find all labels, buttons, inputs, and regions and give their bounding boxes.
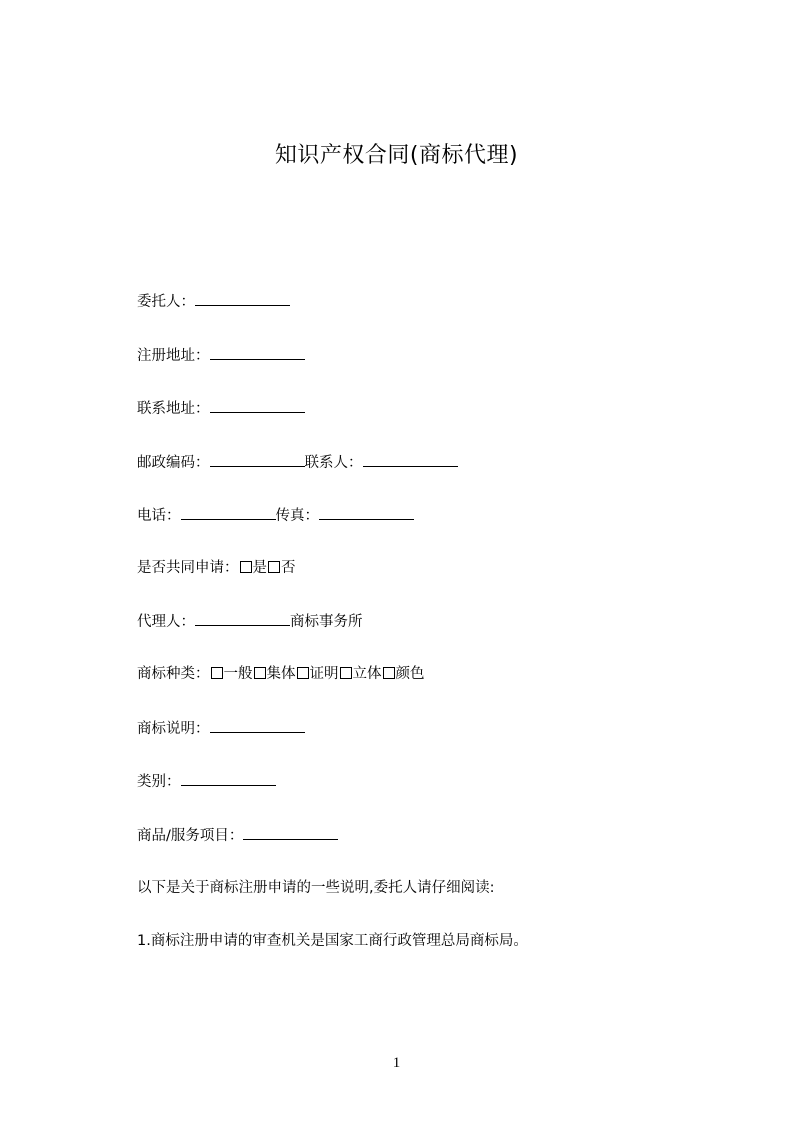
fax-label: 传真： <box>275 508 319 524</box>
page-number: 1 <box>392 1055 401 1071</box>
reg-address-label: 注册地址： <box>137 348 210 364</box>
document-title: 知识产权合同(商标代理) <box>274 143 519 168</box>
agent-label: 代理人： <box>137 614 195 630</box>
fax-blank[interactable] <box>319 505 414 520</box>
phone-blank[interactable] <box>181 505 276 520</box>
type-3d-label: 立体 <box>352 666 382 682</box>
agent-suffix: 商标事务所 <box>290 614 363 630</box>
reg-address-row <box>137 345 305 366</box>
item-1: 1.商标注册申请的审查机关是国家工商行政管理总局商标局。 <box>137 933 528 949</box>
type-collective-label: 集体 <box>266 666 296 682</box>
principal-row <box>137 291 290 312</box>
agent-row <box>137 611 363 632</box>
principal-label: 委托人： <box>137 294 195 310</box>
type-general-label: 一般 <box>223 666 253 682</box>
principal-blank[interactable] <box>195 291 290 306</box>
contact-address-blank[interactable] <box>210 398 305 413</box>
contact-address-label: 联系地址： <box>137 401 210 417</box>
mark-type-row <box>137 664 425 684</box>
postcode-row <box>137 452 458 473</box>
category-row <box>137 771 276 792</box>
mark-desc-blank[interactable] <box>210 718 305 733</box>
type-color-checkbox[interactable] <box>383 667 395 679</box>
agent-blank[interactable] <box>195 611 290 626</box>
category-blank[interactable] <box>181 771 276 786</box>
phone-row <box>137 505 414 526</box>
type-3d-checkbox[interactable] <box>340 667 352 679</box>
joint-no-label: 否 <box>281 560 296 576</box>
contact-person-blank[interactable] <box>363 452 458 467</box>
joint-apply-row <box>137 558 296 578</box>
contact-person-label: 联系人： <box>304 455 363 471</box>
mark-desc-label: 商标说明： <box>137 721 210 737</box>
joint-no-checkbox[interactable] <box>268 561 280 573</box>
reg-address-blank[interactable] <box>210 345 305 360</box>
goods-row <box>137 825 338 846</box>
category-label: 类别： <box>137 774 181 790</box>
goods-blank[interactable] <box>243 825 338 840</box>
contact-address-row <box>137 398 305 419</box>
mark-type-label: 商标种类： <box>137 666 210 682</box>
phone-label: 电话： <box>137 508 181 524</box>
joint-yes-label: 是 <box>252 560 267 576</box>
joint-apply-label: 是否共同申请： <box>137 560 239 576</box>
type-general-checkbox[interactable] <box>211 667 223 679</box>
type-certification-checkbox[interactable] <box>297 667 309 679</box>
type-certification-label: 证明 <box>309 666 339 682</box>
type-color-label: 颜色 <box>395 666 425 682</box>
postcode-label: 邮政编码： <box>137 455 210 471</box>
goods-label: 商品/服务项目： <box>137 828 244 844</box>
postcode-blank[interactable] <box>210 452 305 467</box>
mark-desc-row <box>137 718 305 739</box>
intro-paragraph: 以下是关于商标注册申请的一些说明,委托人请仔细阅读: <box>137 880 495 896</box>
type-collective-checkbox[interactable] <box>254 667 266 679</box>
joint-yes-checkbox[interactable] <box>240 561 252 573</box>
